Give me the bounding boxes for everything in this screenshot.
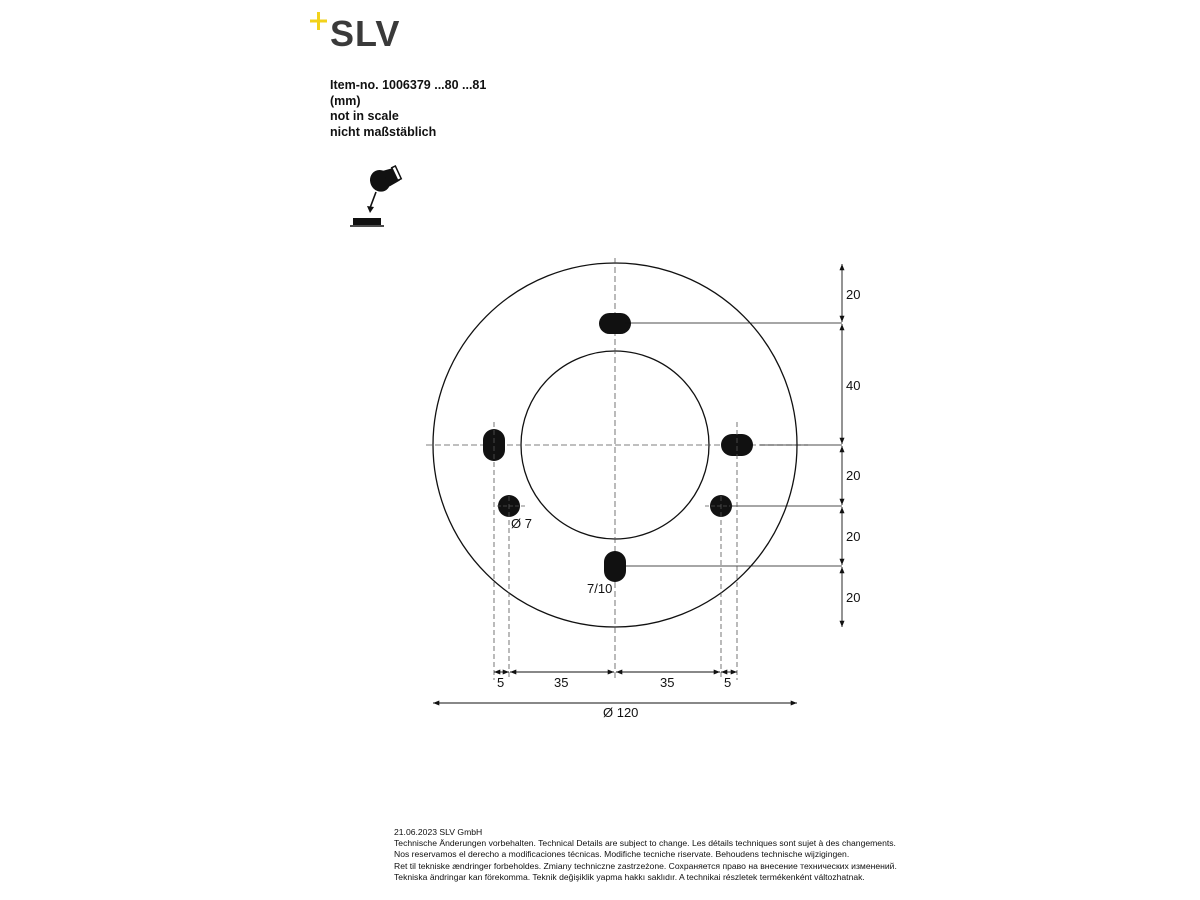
dim-right-20-top: 20 <box>846 287 861 302</box>
unit-label: (mm) <box>330 93 361 108</box>
item-number: Item-no. 1006379 ...80 ...81 <box>330 78 487 92</box>
dim-right-20-a: 20 <box>846 468 861 483</box>
bottom-slot <box>604 551 626 582</box>
dim-outer-diameter: Ø 120 <box>603 705 639 720</box>
footer-line-5: Tekniska ändringar kan förekomma. Teknik değişiklik yapma hakkı saklıdır. A technikai részletek termékenként változhatnak. <box>394 871 865 882</box>
label-slot-size: 7/10 <box>587 581 613 596</box>
right-slot <box>721 434 753 456</box>
dim-bottom-5-right: 5 <box>724 675 732 690</box>
footer-line-2: Technische Änderungen vorbehalten. Technical Details are subject to change. Les détails techniques sont sujet à des changements. <box>394 838 896 849</box>
dim-right-40: 40 <box>846 378 861 393</box>
dim-right-20-bottom: 20 <box>846 590 861 605</box>
footer-line-3: Nos reservamos el derecho a modificaciones técnicas. Modifiche tecniche riservate. Behoudens technische wijzigingen. <box>394 849 850 860</box>
footer-line-4: Ret til tekniske ændringer forbeholdes. Zmiany techniczne zastrzeżone. Сохраняется право на внесение технических изменений. <box>394 860 897 871</box>
brand-name: SLV <box>330 13 401 54</box>
scale-note-en: not in scale <box>330 109 399 123</box>
top-slot <box>599 313 631 334</box>
dim-bottom-35-left: 35 <box>554 675 569 690</box>
dim-bottom-5-left: 5 <box>497 675 505 690</box>
label-hole-diameter: Ø 7 <box>511 516 532 531</box>
dim-right-20-b: 20 <box>846 529 861 544</box>
dim-bottom-35-right: 35 <box>660 675 675 690</box>
scale-note-de: nicht maßstäblich <box>330 124 437 139</box>
footer-date-company: 21.06.2023 SLV GmbH <box>394 827 483 837</box>
footer-disclaimer <box>394 827 897 883</box>
